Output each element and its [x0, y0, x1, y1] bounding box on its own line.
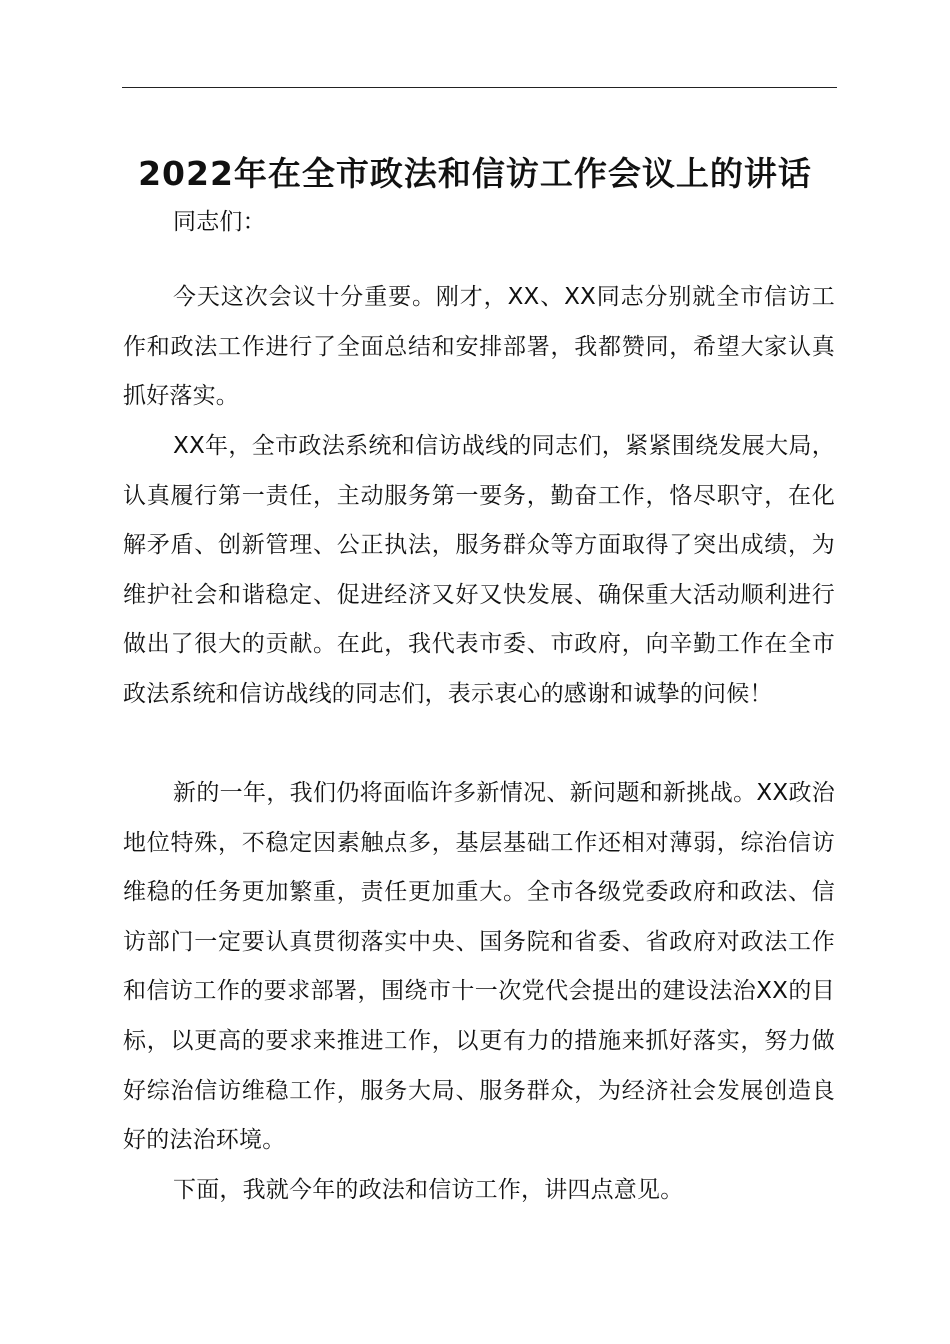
paragraph-opening: 今天这次会议十分重要。刚才，XX、XX同志分别就全市信访工作和政法工作进行了全面总结和安排部署，我都赞同，希望大家认真抓好落实。	[123, 284, 835, 410]
paragraph-transition: 下面，我就今年的政法和信访工作，讲四点意见。	[173, 1177, 684, 1203]
paragraph-review: XX年，全市政法系统和信访战线的同志们，紧紧围绕发展大局，认真履行第一责任，主动服务第一要务，勤奋工作，恪尽职守，在化解矛盾、创新管理、公正执法，服务群众等方面取得了突出成绩，为维护社会和谐稳定、促进经济又好又快发展、确保重大活动顺利进行做出了很大的贡献。在此，我代表市委、市政府，向辛勤工作在全市政法系统和信访战线的同志们，表示衷心的感谢和诚挚的问候！	[123, 433, 835, 707]
document-title: 2022年在全市政法和信访工作会议上的讲话	[138, 154, 812, 193]
header-rule	[122, 87, 837, 88]
paragraph-outlook: 新的一年，我们仍将面临许多新情况、新问题和新挑战。XX政治地位特殊，不稳定因素触点多，基层基础工作还相对薄弱，综治信访维稳的任务更加繁重，责任更加重大。全市各级党委政府和政法、信访部门一定要认真贯彻落实中央、国务院和省委、省政府对政法工作和信访工作的要求部署，围绕市十一次党代会提出的建设法治XX的目标，以更高的要求来推进工作，以更有力的措施来抓好落实，努力做好综治信访维稳工作，服务大局、服务群众，为经济社会发展创造良好的法治环境。	[123, 780, 835, 1154]
salutation: 同志们：	[173, 209, 266, 235]
